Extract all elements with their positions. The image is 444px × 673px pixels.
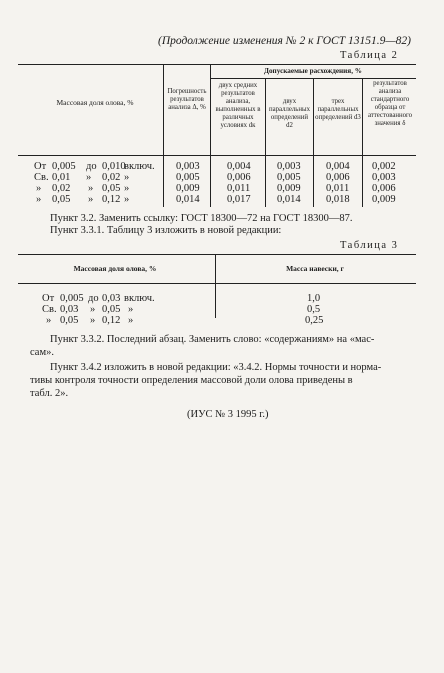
- cell-prefix: »: [46, 315, 52, 326]
- paragraph-3-2: Пункт 3.2. Заменить ссылку: ГОСТ 18300—72 на ГОСТ 18300—87.: [50, 213, 353, 224]
- cell-weight: 1,0: [307, 293, 321, 304]
- table2-col-d2: двух параллельных определений d2: [268, 98, 311, 129]
- paragraph-3-3-1: Пункт 3.3.1. Таблицу 3 изложить в новой редакции:: [50, 225, 282, 236]
- cell-value: 0,006: [326, 172, 350, 183]
- cell-upper: 0,05: [102, 183, 121, 194]
- cell-from: 0,05: [52, 194, 71, 205]
- table2-col-d3: трех параллельных определений d3: [315, 98, 361, 121]
- cell-upper: 0,03: [102, 293, 121, 304]
- table2-vline: [313, 78, 314, 207]
- cell-value: 0,006: [227, 172, 251, 183]
- table3-vline: [215, 254, 216, 318]
- cell-value: 0,005: [176, 172, 200, 183]
- paragraph-3-3-2: Пункт 3.3.2. Последний абзац. Заменить слово: «содержаниям» на «мас-: [50, 334, 375, 345]
- cell-from: 0,05: [60, 315, 79, 326]
- cell-value: 0,014: [277, 194, 301, 205]
- running-header: (Продолжение изменения № 2 к ГОСТ 13151.9—82): [158, 35, 411, 47]
- cell-value: 0,014: [176, 194, 200, 205]
- cell-value: 0,006: [372, 183, 396, 194]
- paragraph-3-4-2: Пункт 3.4.2 изложить в новой редакции: «3.4.2. Нормы точности и норма-: [50, 362, 382, 373]
- table3-caption: Таблица 3: [340, 240, 399, 251]
- cell-prefix: »: [36, 183, 42, 194]
- table3-head-rule: [18, 283, 416, 284]
- table2-col-mass: Массовая доля олова, %: [56, 98, 134, 107]
- cell-suffix: »: [124, 172, 130, 183]
- cell-from: 0,005: [52, 161, 76, 172]
- cell-value: 0,009: [277, 183, 301, 194]
- cell-suffix: »: [128, 304, 134, 315]
- table2-top-rule: [18, 64, 416, 65]
- cell-value: 0,003: [277, 161, 301, 172]
- cell-suffix: »: [124, 183, 130, 194]
- cell-value: 0,004: [227, 161, 251, 172]
- cell-value: 0,002: [372, 161, 396, 172]
- cell-to: »: [88, 194, 94, 205]
- table2-head-rule: [18, 155, 416, 156]
- cell-value: 0,009: [372, 194, 396, 205]
- cell-to: »: [90, 315, 96, 326]
- cell-prefix: От: [42, 293, 55, 304]
- table2-col-dk: двух средних результатов анализа, выполненных в различных условиях dк: [215, 82, 261, 129]
- cell-upper: 0,010: [102, 161, 126, 172]
- cell-from: 0,005: [60, 293, 84, 304]
- table2-col-error: Погрешность результатов анализа Δ, %: [167, 88, 207, 111]
- table2-vline: [265, 78, 266, 207]
- table2-col-delta: результатов анализа стандартного образца от аттестованного значения δ: [367, 80, 413, 127]
- cell-value: 0,018: [326, 194, 350, 205]
- table2-caption: Таблица 2: [340, 50, 399, 61]
- cell-to: до: [88, 293, 99, 304]
- table3-col-mass: Массовая доля олова, %: [73, 264, 157, 273]
- cell-weight: 0,5: [307, 304, 321, 315]
- cell-value: 0,003: [372, 172, 396, 183]
- table3-top-rule: [18, 254, 416, 255]
- cell-value: 0,003: [176, 161, 200, 172]
- paragraph-3-4-2-cont: тивы контроля точности определения массовой доли олова приведены в: [30, 375, 353, 386]
- cell-value: 0,017: [227, 194, 251, 205]
- cell-upper: 0,05: [102, 304, 121, 315]
- paragraph-3-3-2-cont: сам».: [30, 347, 54, 358]
- cell-from: 0,03: [60, 304, 79, 315]
- cell-weight: 0,25: [305, 315, 324, 326]
- cell-from: 0,01: [52, 172, 71, 183]
- cell-from: 0,02: [52, 183, 71, 194]
- cell-value: 0,011: [227, 183, 251, 194]
- cell-value: 0,004: [326, 161, 350, 172]
- ius-note: (ИУС № 3 1995 г.): [187, 409, 269, 420]
- cell-value: 0,009: [176, 183, 200, 194]
- table2-vline: [163, 64, 164, 207]
- paragraph-3-4-2-cont: табл. 2».: [30, 388, 69, 399]
- cell-upper: 0,12: [102, 194, 121, 205]
- table3-col-weight: Масса навески, г: [286, 264, 344, 273]
- cell-prefix: »: [36, 194, 42, 205]
- cell-value: 0,011: [326, 183, 350, 194]
- cell-upper: 0,02: [102, 172, 121, 183]
- cell-prefix: От: [34, 161, 47, 172]
- cell-suffix: включ.: [124, 161, 155, 172]
- table2-vline: [210, 64, 211, 207]
- cell-suffix: включ.: [124, 293, 155, 304]
- cell-to: »: [86, 172, 92, 183]
- cell-prefix: Св.: [42, 304, 57, 315]
- cell-upper: 0,12: [102, 315, 121, 326]
- cell-to: »: [88, 183, 94, 194]
- cell-suffix: »: [124, 194, 130, 205]
- cell-value: 0,005: [277, 172, 301, 183]
- cell-to: до: [86, 161, 97, 172]
- table2-group-header: Допускаемые расхождения, %: [264, 67, 362, 75]
- table2-vline: [362, 78, 363, 207]
- cell-to: »: [90, 304, 96, 315]
- cell-prefix: Св.: [34, 172, 49, 183]
- cell-suffix: »: [128, 315, 134, 326]
